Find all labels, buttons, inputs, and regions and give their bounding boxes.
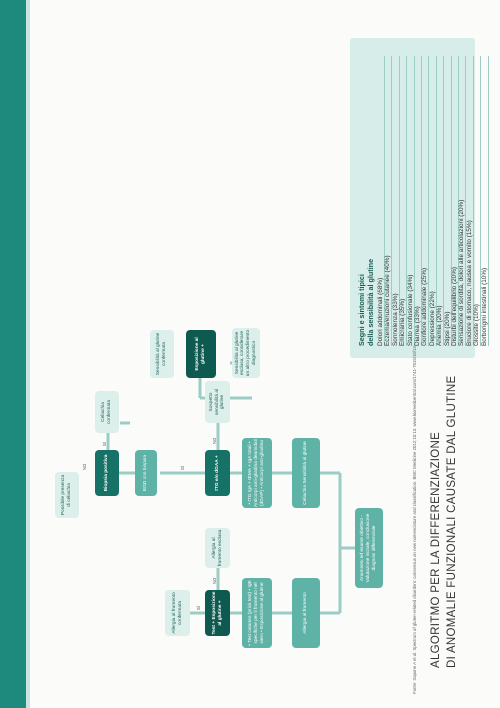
label-no-1: NO	[212, 577, 217, 584]
box-biopsia: Biopsia positiva	[95, 450, 119, 496]
symptom-item: Disturbi dell'equilibrio (20%)	[451, 266, 458, 346]
symptom-item: Anemia (20%)	[436, 305, 444, 346]
box-allergia-confermata: Allergia al frumento confermata	[165, 590, 190, 636]
box-ttg: tTG e/o dGAA +	[205, 450, 230, 496]
label-no-2: NO	[212, 437, 217, 444]
symptom-divider	[414, 56, 415, 346]
box-allergia-esclusa: Allergia al frumento esclusa	[205, 528, 230, 568]
symptom-item: Diarrea (33%)	[414, 306, 421, 346]
symptom-item: Borborigmi intestinali (10%)	[480, 267, 488, 346]
symptom-item: Stipsi (20%)	[443, 311, 451, 346]
title-line-2: DI ANOMALIE FUNZIONALI CAUSATE DAL GLUTINE	[446, 375, 458, 668]
symptom-item: Sensazione di sordità, dolori alle articolazioni (20%)	[458, 199, 466, 346]
label-no-3: NO	[82, 463, 87, 470]
box-possibile-celiachia: Possibile presenza di celiachia	[55, 472, 79, 518]
symptom-divider	[436, 56, 437, 346]
box-anamnesi: Anamnesi ed esame obiettivo - Valutazione iniziale, conclusione diagnosi differenziale	[355, 508, 383, 588]
symptom-item: Eczema/eruzioni cutanee (40%)	[384, 255, 392, 346]
box-celiachia-sensibilita: Celiachia Sensibilità al glutine	[292, 438, 320, 508]
symptom-item: Stato confusionale (34%)	[406, 274, 414, 346]
box-allergia: Allergia al frumento	[292, 578, 320, 648]
box-sensibilita-esclusa: Sensibilità al glutine esclusa, considerare un altro procedimento diagnostico	[232, 328, 260, 378]
box-test-positivo: Test + Esposizione al glutine +	[205, 590, 230, 636]
box-esposizione-glutine: Esposizione al glutine +	[186, 330, 216, 378]
symptom-item: Sonnolenza (33%)	[391, 293, 399, 346]
box-egd: EGD con biopsia	[135, 450, 157, 496]
symptom-item: Emicrania (35%)	[399, 298, 407, 346]
symptoms-heading-2: della sensibilità al glutine	[366, 258, 375, 346]
symptom-item: Dolori addominali (68%)	[377, 277, 384, 346]
symptom-item: Glossite (10%)	[473, 304, 481, 346]
symptoms-heading-1: Segni e sintomi tipici	[357, 274, 366, 346]
box-sensibilita-confermata: Sensibilità al glutine confermata	[150, 330, 174, 378]
label-si-3: SÌ	[102, 442, 107, 446]
symptom-item: Depressione (22%)	[428, 291, 436, 346]
source-note: Fonte: Sapone A et al. Spectrum of gluten-related disorders: consensus on new nomenclature and classification. BMC Medicine 2012;10:13. www.biomedcentral.com/1741-7015/10/13	[412, 346, 417, 694]
label-si-2: SÌ	[180, 466, 185, 470]
box-celiachia-confermata: Celiachia confermata	[95, 391, 119, 433]
symptom-divider	[443, 56, 444, 346]
symptom-item: Bruciore di stomaco, nausea e vomito (15%)	[465, 220, 473, 346]
symptom-divider	[488, 56, 489, 346]
box-test-allergia: • Test cutaneo (prick test) • IgE specifiche per il frumento nel siero • Esposizione al glutine	[242, 578, 272, 648]
label-si-1: SÌ	[196, 606, 201, 610]
title-line-1: ALGORITMO PER LA DIFFERENZIAZIONE	[430, 431, 442, 668]
box-test-celiachia: • tTG IgA + tEMA + IgA totali • Anticorpi anti-gliadina deamidati (dGAP) • Anticorpi anti-gliadina	[242, 438, 272, 508]
symptom-item: Gonfiore addominale (25%)	[421, 267, 429, 346]
symptom-divider	[473, 56, 474, 346]
box-sospetto-sensibilita: Sospetto sensibilità al glutine	[205, 381, 230, 423]
